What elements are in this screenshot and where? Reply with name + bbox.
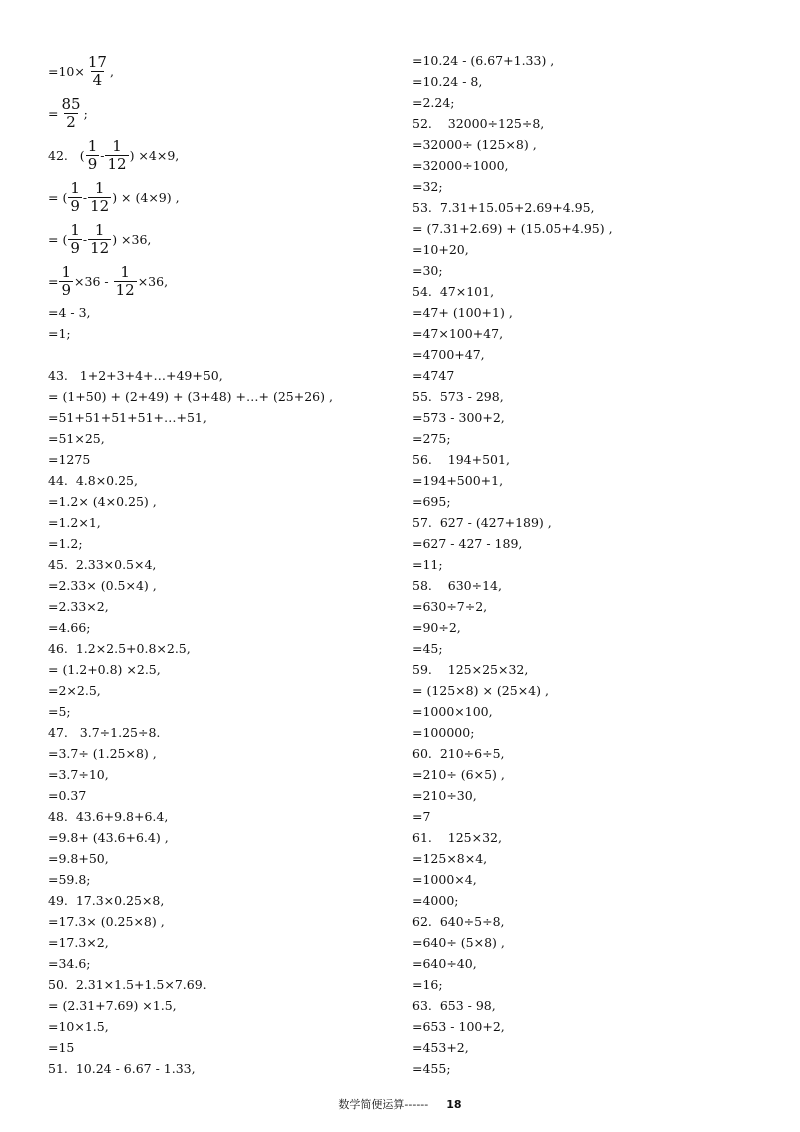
expr-line: =630÷7÷2, xyxy=(412,599,488,614)
expr-line xyxy=(48,134,408,176)
expr-line: =17.3× (0.25×8) , xyxy=(48,914,165,929)
expr-line xyxy=(48,260,408,302)
expr-line: =1.2; xyxy=(48,536,83,551)
expr-line: 46. 1.2×2.5+0.8×2.5, xyxy=(48,641,191,656)
expr-text: ) ×4×9, xyxy=(129,147,180,163)
expr-line: =640÷40, xyxy=(412,956,477,971)
expr-line: =10×1.5, xyxy=(48,1019,109,1034)
fraction: $\frac{1}{9}$ xyxy=(87,136,98,173)
expr-line: =100000; xyxy=(412,725,475,740)
fraction: $\frac{17}{4}$ xyxy=(87,52,107,89)
expr-line: =15 xyxy=(48,1040,75,1055)
expr-line: 54. 47×101, xyxy=(412,284,495,299)
expr-line: 50. 2.31×1.5+1.5×7.69. xyxy=(48,977,207,992)
expr-text: = ( xyxy=(48,231,68,247)
expr-line: =194+500+1, xyxy=(412,473,504,488)
expr-line: =47×100+47, xyxy=(412,326,504,341)
expr-line: =59.8; xyxy=(48,872,91,887)
fraction: $\frac{1}{9}$ xyxy=(70,178,80,215)
expr-line: 43. 1+2+3+4+…+49+50, xyxy=(48,368,223,383)
expr-line xyxy=(48,50,408,92)
expr-line: 52. 32000÷125÷8, xyxy=(412,116,545,131)
expr-line: =210÷30, xyxy=(412,788,477,803)
expr-line: 60. 210÷6÷5, xyxy=(412,746,505,761)
page-number: 18 xyxy=(446,1098,462,1111)
expr-line: 44. 4.8×0.25, xyxy=(48,473,138,488)
expr-line: =453+2, xyxy=(412,1040,469,1055)
expr-line: =455; xyxy=(412,1061,451,1076)
right-expression-list xyxy=(412,50,772,1079)
expr-line: =90÷2, xyxy=(412,620,461,635)
expr-line: =1.2×1, xyxy=(48,515,101,530)
expr-line: =30; xyxy=(412,263,443,278)
expr-line: =10.24 - 8, xyxy=(412,74,483,89)
expr-line: =34.6; xyxy=(48,956,91,971)
expr-line: 62. 640÷5÷8, xyxy=(412,914,505,929)
expr-text: ) ×36, xyxy=(112,231,152,247)
expr-line: =17.3×2, xyxy=(48,935,109,950)
expr-text: ×36, xyxy=(137,273,169,289)
expr-line: = (2.31+7.69) ×1.5, xyxy=(48,998,177,1013)
right-column xyxy=(412,50,772,1079)
expr-line: = (125×8) × (25×4) , xyxy=(412,683,549,698)
expr-text: = ( xyxy=(48,189,68,205)
expr-line: 56. 194+501, xyxy=(412,452,510,467)
expr-line: =2.24; xyxy=(412,95,455,110)
expr-line xyxy=(48,92,408,134)
expr-line: = (1+50) + (2+49) + (3+48) +…+ (25+26) , xyxy=(48,389,333,404)
fraction: $\frac{1}{12}$ xyxy=(90,178,110,215)
expr-line: 45. 2.33×0.5×4, xyxy=(48,557,157,572)
expr-text: ×36 - xyxy=(74,273,113,289)
expr-line: =627 - 427 - 189, xyxy=(412,536,523,551)
expr-line: =47+ (100+1) , xyxy=(412,305,513,320)
expr-line: 58. 630÷14, xyxy=(412,578,502,593)
expr-line: =125×8×4, xyxy=(412,851,488,866)
expr-line: =9.8+50, xyxy=(48,851,109,866)
expr-line: =7 xyxy=(412,809,431,824)
expr-line: =695; xyxy=(412,494,451,509)
fraction: $\frac{1}{9}$ xyxy=(70,220,80,257)
expr-line: =10+20, xyxy=(412,242,469,257)
expr-line: =4.66; xyxy=(48,620,91,635)
expr-line: =32000÷ (125×8) , xyxy=(412,137,537,152)
expr-text: ; xyxy=(83,105,88,121)
footer-title: 数学简便运算------ xyxy=(338,1098,429,1111)
expr-line: =4700+47, xyxy=(412,347,485,362)
expr-line: 51. 10.24 - 6.67 - 1.33, xyxy=(48,1061,196,1076)
expr-line: =32; xyxy=(412,179,443,194)
page-footer xyxy=(0,1096,800,1112)
expr-line: =1.2× (4×0.25) , xyxy=(48,494,157,509)
expr-line: 48. 43.6+9.8+6.4, xyxy=(48,809,169,824)
expr-line: 49. 17.3×0.25×8, xyxy=(48,893,165,908)
expr-line: =45; xyxy=(412,641,443,656)
expr-line: =4747 xyxy=(412,368,455,383)
expr-line: =2.33×2, xyxy=(48,599,109,614)
expr-line xyxy=(48,176,408,218)
left-expression-list xyxy=(48,302,408,1079)
fraction: $\frac{1}{9}$ xyxy=(61,262,72,299)
expr-line: =4 - 3, xyxy=(48,305,91,320)
expr-line: 53. 7.31+15.05+2.69+4.95, xyxy=(412,200,595,215)
expr-line: =5; xyxy=(48,704,71,719)
expr-line: 47. 3.7÷1.25÷8. xyxy=(48,725,161,740)
fraction: $\frac{1}{12}$ xyxy=(107,136,127,173)
expr-line: =0.37 xyxy=(48,788,87,803)
expr-text: ) × (4×9) , xyxy=(112,189,180,205)
expr-text: =10× xyxy=(48,63,85,79)
expr-line: =32000÷1000, xyxy=(412,158,509,173)
expr-line: =1; xyxy=(48,326,71,341)
expr-line: =573 - 300+2, xyxy=(412,410,505,425)
expr-line: =1000×100, xyxy=(412,704,493,719)
expr-text: - xyxy=(82,189,88,205)
expr-line: =11; xyxy=(412,557,443,572)
expr-line: 57. 627 - (427+189) , xyxy=(412,515,552,530)
expr-text: - xyxy=(82,231,88,247)
left-column xyxy=(48,50,408,1079)
expr-line: =16; xyxy=(412,977,443,992)
expr-line: 61. 125×32, xyxy=(412,830,502,845)
expr-line: =10.24 - (6.67+1.33) , xyxy=(412,53,555,68)
expr-line: =1000×4, xyxy=(412,872,477,887)
expr-line: =2.33× (0.5×4) , xyxy=(48,578,157,593)
expr-line: =3.7÷10, xyxy=(48,767,109,782)
expr-line: =51+51+51+51+…+51, xyxy=(48,410,207,425)
expr-text: , xyxy=(109,63,114,79)
fraction: $\frac{1}{12}$ xyxy=(90,220,110,257)
expr-line: =210÷ (6×5) , xyxy=(412,767,505,782)
expr-line: = (7.31+2.69) + (15.05+4.95) , xyxy=(412,221,613,236)
expr-line: 63. 653 - 98, xyxy=(412,998,496,1013)
expr-line: =4000; xyxy=(412,893,459,908)
expr-line: =275; xyxy=(412,431,451,446)
expr-text: = xyxy=(48,105,59,121)
fraction: $\frac{85}{2}$ xyxy=(61,94,81,131)
expr-line: =51×25, xyxy=(48,431,105,446)
expr-line: =3.7÷ (1.25×8) , xyxy=(48,746,157,761)
expr-line: = (1.2+0.8) ×2.5, xyxy=(48,662,161,677)
expr-line: =2×2.5, xyxy=(48,683,101,698)
expr-line: 55. 573 - 298, xyxy=(412,389,504,404)
expr-line: =653 - 100+2, xyxy=(412,1019,505,1034)
expr-line: =1275 xyxy=(48,452,91,467)
expr-line xyxy=(48,218,408,260)
expr-line: =9.8+ (43.6+6.4) , xyxy=(48,830,169,845)
expr-text: = xyxy=(48,273,59,289)
expr-line: 59. 125×25×32, xyxy=(412,662,529,677)
expr-line: =640÷ (5×8) , xyxy=(412,935,505,950)
expr-line xyxy=(48,344,408,365)
expr-text: - xyxy=(100,147,105,163)
expr-text: 42. ( xyxy=(48,147,85,163)
fraction: $\frac{1}{12}$ xyxy=(115,262,135,299)
